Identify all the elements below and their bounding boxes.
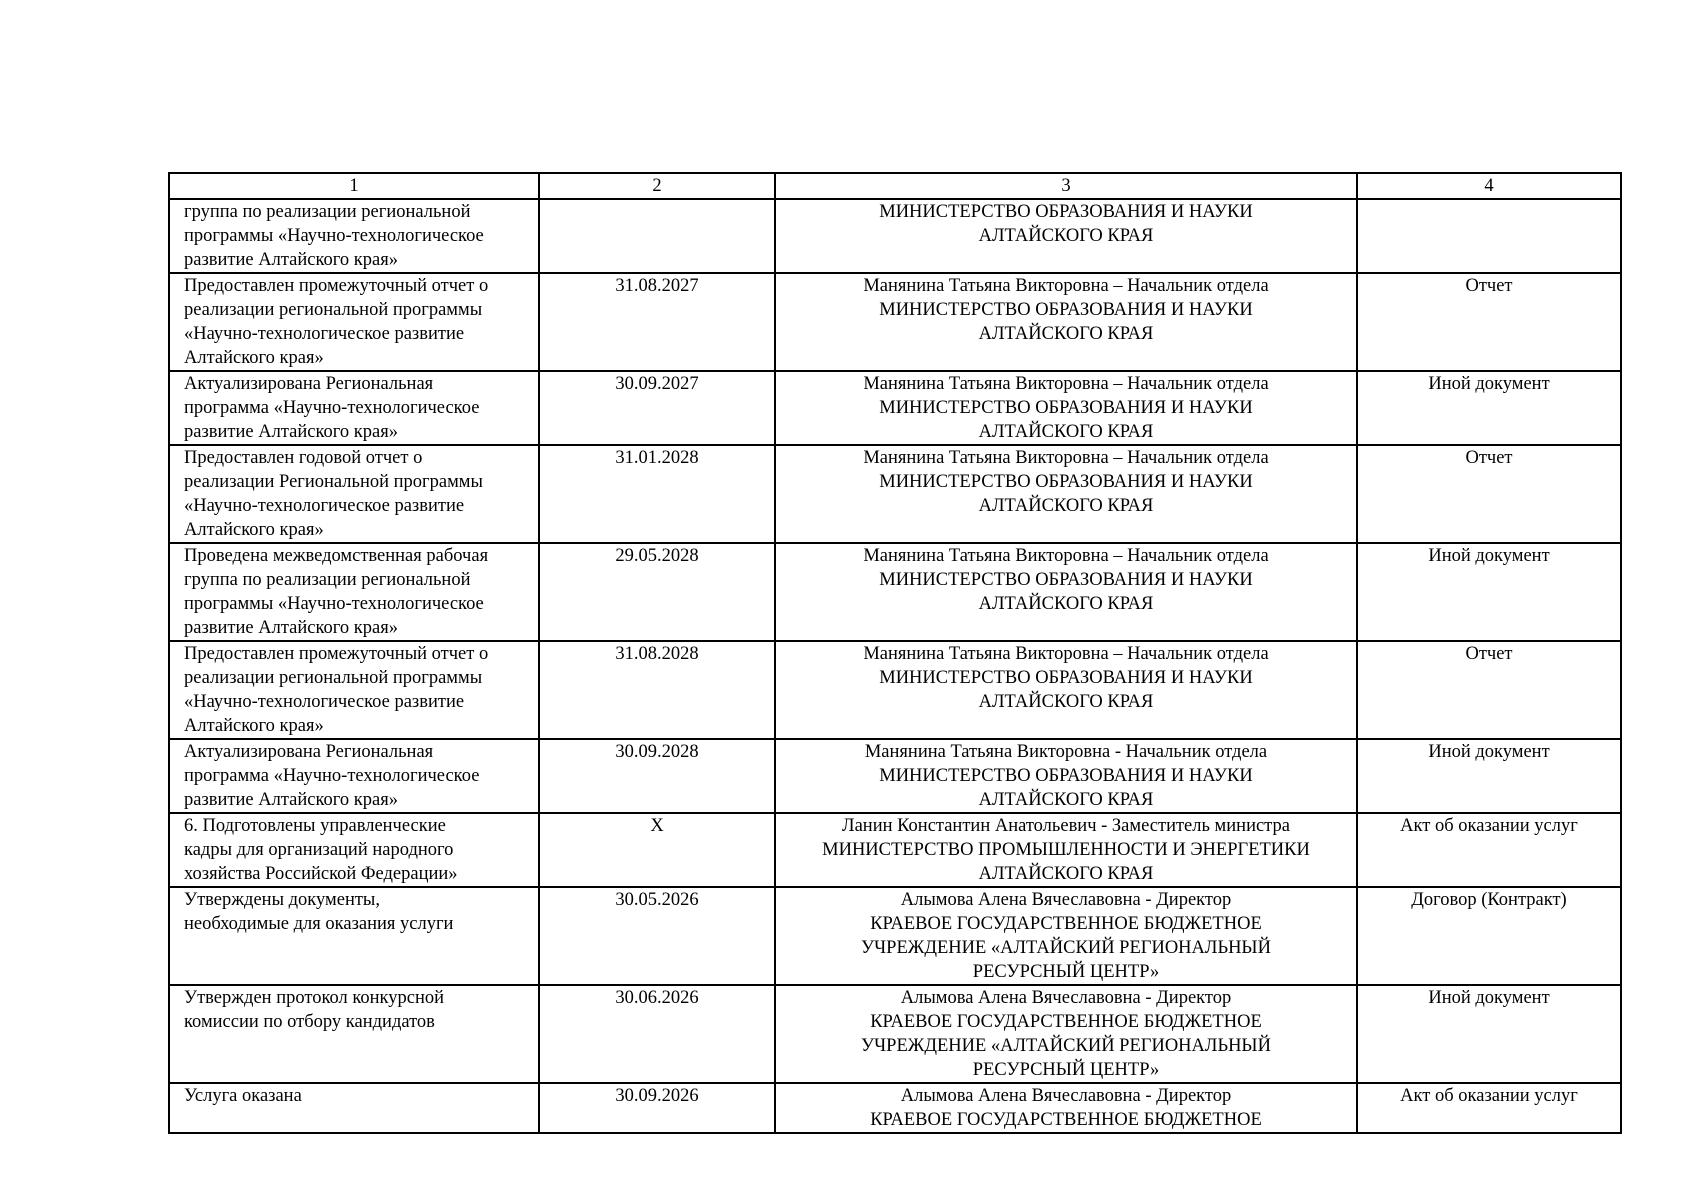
due-date-cell: 30.05.2026: [539, 887, 775, 985]
task-description-line: группа по реализации региональной: [184, 202, 471, 222]
responsible-cell: [775, 739, 1357, 813]
responsible-cell: [775, 273, 1357, 371]
task-description-line: «Научно-технологическое развитие: [184, 324, 465, 344]
responsible-line: Алымова Алена Вячеславовна - Директор: [900, 988, 1232, 1008]
responsible-line: Алымова Алена Вячеславовна - Директор: [900, 1086, 1232, 1106]
responsible-line: КРАЕВОЕ ГОСУДАРСТВЕННОЕ БЮДЖЕТНОЕ: [870, 1110, 1262, 1130]
responsible-line: Манянина Татьяна Викторовна – Начальник отдела: [863, 448, 1269, 468]
due-date-cell: [539, 199, 775, 273]
responsible-line: АЛТАЙСКОГО КРАЯ: [978, 864, 1154, 884]
document-type-cell: Иной документ: [1357, 543, 1621, 641]
table-row: [169, 985, 1621, 1083]
task-description-cell: [169, 985, 539, 1083]
header-cell-3: 3: [775, 173, 1357, 199]
task-description-line: необходимые для оказания услуги: [184, 914, 454, 934]
responsible-line: МИНИСТЕРСТВО ОБРАЗОВАНИЯ И НАУКИ: [879, 472, 1253, 492]
responsible-line: АЛТАЙСКОГО КРАЯ: [978, 692, 1154, 712]
table-row: [169, 739, 1621, 813]
responsible-line: МИНИСТЕРСТВО ОБРАЗОВАНИЯ И НАУКИ: [879, 570, 1253, 590]
table-row: [169, 813, 1621, 887]
responsible-line: Манянина Татьяна Викторовна – Начальник отдела: [863, 546, 1269, 566]
task-description-cell: [169, 371, 539, 445]
document-type-cell: Иной документ: [1357, 371, 1621, 445]
responsible-line: МИНИСТЕРСТВО ПРОМЫШЛЕННОСТИ И ЭНЕРГЕТИКИ: [822, 840, 1310, 860]
task-description-line: развитие Алтайского края»: [184, 790, 398, 810]
responsible-line: РЕСУРСНЫЙ ЦЕНТР»: [972, 1060, 1160, 1080]
document-type-cell: Отчет: [1357, 273, 1621, 371]
task-description-line: хозяйства Российской Федерации»: [184, 864, 458, 884]
task-description-line: реализации Региональной программы: [184, 472, 483, 492]
table-row: [169, 641, 1621, 739]
document-type-cell: Иной документ: [1357, 985, 1621, 1083]
task-description-line: программы «Научно-технологическое: [184, 594, 484, 614]
due-date-cell: 30.09.2027: [539, 371, 775, 445]
task-description-line: Предоставлен годовой отчет о: [184, 448, 423, 468]
task-description-cell: [169, 445, 539, 543]
responsible-line: АЛТАЙСКОГО КРАЯ: [978, 324, 1154, 344]
responsible-cell: [775, 985, 1357, 1083]
responsible-cell: [775, 199, 1357, 273]
task-description-line: «Научно-технологическое развитие: [184, 692, 465, 712]
responsible-line: АЛТАЙСКОГО КРАЯ: [978, 226, 1154, 246]
due-date-cell: 30.09.2026: [539, 1083, 775, 1133]
responsible-line: АЛТАЙСКОГО КРАЯ: [978, 790, 1154, 810]
due-date-cell: 31.08.2027: [539, 273, 775, 371]
responsible-line: РЕСУРСНЫЙ ЦЕНТР»: [972, 962, 1160, 982]
responsible-line: Алымова Алена Вячеславовна - Директор: [900, 890, 1232, 910]
responsible-line: АЛТАЙСКОГО КРАЯ: [978, 594, 1154, 614]
table-body: [169, 173, 1621, 1133]
table-row: [169, 1083, 1621, 1133]
task-description-line: развитие Алтайского края»: [184, 250, 398, 270]
table-row: [169, 199, 1621, 273]
document-type-cell: Отчет: [1357, 641, 1621, 739]
task-description-line: Утверждены документы,: [184, 890, 380, 910]
task-description-line: группа по реализации региональной: [184, 570, 471, 590]
document-type-cell: [1357, 199, 1621, 273]
responsible-line: МИНИСТЕРСТВО ОБРАЗОВАНИЯ И НАУКИ: [879, 300, 1253, 320]
table-row: [169, 887, 1621, 985]
task-description-cell: [169, 813, 539, 887]
task-description-cell: [169, 1083, 539, 1133]
responsible-line: МИНИСТЕРСТВО ОБРАЗОВАНИЯ И НАУКИ: [879, 202, 1253, 222]
task-description-line: Алтайского края»: [184, 348, 324, 368]
task-description-line: «Научно-технологическое развитие: [184, 496, 465, 516]
task-description-line: Предоставлен промежуточный отчет о: [184, 276, 489, 296]
task-description-line: 6. Подготовлены управленческие: [184, 816, 446, 836]
responsible-cell: [775, 1083, 1357, 1133]
responsible-line: Манянина Татьяна Викторовна – Начальник отдела: [863, 644, 1269, 664]
document-type-cell: Договор (Контракт): [1357, 887, 1621, 985]
task-description-cell: [169, 199, 539, 273]
document-page: [168, 172, 1620, 1134]
responsible-cell: [775, 543, 1357, 641]
responsible-cell: [775, 887, 1357, 985]
header-cell-4: 4: [1357, 173, 1621, 199]
document-type-cell: Иной документ: [1357, 739, 1621, 813]
responsible-line: АЛТАЙСКОГО КРАЯ: [978, 496, 1154, 516]
task-description-cell: [169, 273, 539, 371]
task-description-line: реализации региональной программы: [184, 300, 483, 320]
due-date-cell: 31.01.2028: [539, 445, 775, 543]
header-cell-1: 1: [169, 173, 539, 199]
due-date-cell: X: [539, 813, 775, 887]
task-description-cell: [169, 543, 539, 641]
responsible-cell: [775, 371, 1357, 445]
task-description-line: реализации региональной программы: [184, 668, 483, 688]
responsible-line: КРАЕВОЕ ГОСУДАРСТВЕННОЕ БЮДЖЕТНОЕ: [870, 1012, 1262, 1032]
table-header-row: [169, 173, 1621, 199]
task-description-line: комиссии по отбору кандидатов: [184, 1012, 435, 1032]
due-date-cell: 30.06.2026: [539, 985, 775, 1083]
task-description-line: Утвержден протокол конкурсной: [184, 988, 445, 1008]
responsible-cell: [775, 445, 1357, 543]
due-date-cell: 31.08.2028: [539, 641, 775, 739]
table-row: [169, 371, 1621, 445]
task-description-line: развитие Алтайского края»: [184, 618, 398, 638]
task-description-line: программы «Научно-технологическое: [184, 226, 484, 246]
responsible-line: МИНИСТЕРСТВО ОБРАЗОВАНИЯ И НАУКИ: [879, 668, 1253, 688]
responsible-line: Манянина Татьяна Викторовна – Начальник отдела: [863, 276, 1269, 296]
responsible-line: Манянина Татьяна Викторовна - Начальник отдела: [864, 742, 1268, 762]
responsible-line: Ланин Константин Анатольевич - Заместитель министра: [842, 816, 1290, 836]
plan-table: [168, 172, 1622, 1134]
document-type-cell: Акт об оказании услуг: [1357, 813, 1621, 887]
task-description-cell: [169, 739, 539, 813]
due-date-cell: 30.09.2028: [539, 739, 775, 813]
due-date-cell: 29.05.2028: [539, 543, 775, 641]
task-description-line: развитие Алтайского края»: [184, 422, 398, 442]
task-description-line: кадры для организаций народного: [184, 840, 454, 860]
responsible-line: Манянина Татьяна Викторовна – Начальник отдела: [863, 374, 1269, 394]
document-type-cell: Акт об оказании услуг: [1357, 1083, 1621, 1133]
table-row: [169, 445, 1621, 543]
task-description-line: программа «Научно-технологическое: [184, 766, 480, 786]
responsible-cell: [775, 813, 1357, 887]
task-description-line: Актуализирована Региональная: [184, 742, 434, 762]
header-cell-2: 2: [539, 173, 775, 199]
task-description-line: Услуга оказана: [184, 1086, 302, 1106]
responsible-line: МИНИСТЕРСТВО ОБРАЗОВАНИЯ И НАУКИ: [879, 766, 1253, 786]
task-description-line: Проведена межведомственная рабочая: [184, 546, 489, 566]
responsible-line: УЧРЕЖДЕНИЕ «АЛТАЙСКИЙ РЕГИОНАЛЬНЫЙ: [861, 938, 1271, 958]
task-description-line: Алтайского края»: [184, 520, 324, 540]
task-description-line: Алтайского края»: [184, 716, 324, 736]
document-type-cell: Отчет: [1357, 445, 1621, 543]
table-row: [169, 543, 1621, 641]
responsible-line: АЛТАЙСКОГО КРАЯ: [978, 422, 1154, 442]
task-description-cell: [169, 887, 539, 985]
responsible-cell: [775, 641, 1357, 739]
responsible-line: КРАЕВОЕ ГОСУДАРСТВЕННОЕ БЮДЖЕТНОЕ: [870, 914, 1262, 934]
table-row: [169, 273, 1621, 371]
task-description-line: программа «Научно-технологическое: [184, 398, 480, 418]
task-description-line: Предоставлен промежуточный отчет о: [184, 644, 489, 664]
responsible-line: УЧРЕЖДЕНИЕ «АЛТАЙСКИЙ РЕГИОНАЛЬНЫЙ: [861, 1036, 1271, 1056]
task-description-cell: [169, 641, 539, 739]
task-description-line: Актуализирована Региональная: [184, 374, 434, 394]
responsible-line: МИНИСТЕРСТВО ОБРАЗОВАНИЯ И НАУКИ: [879, 398, 1253, 418]
